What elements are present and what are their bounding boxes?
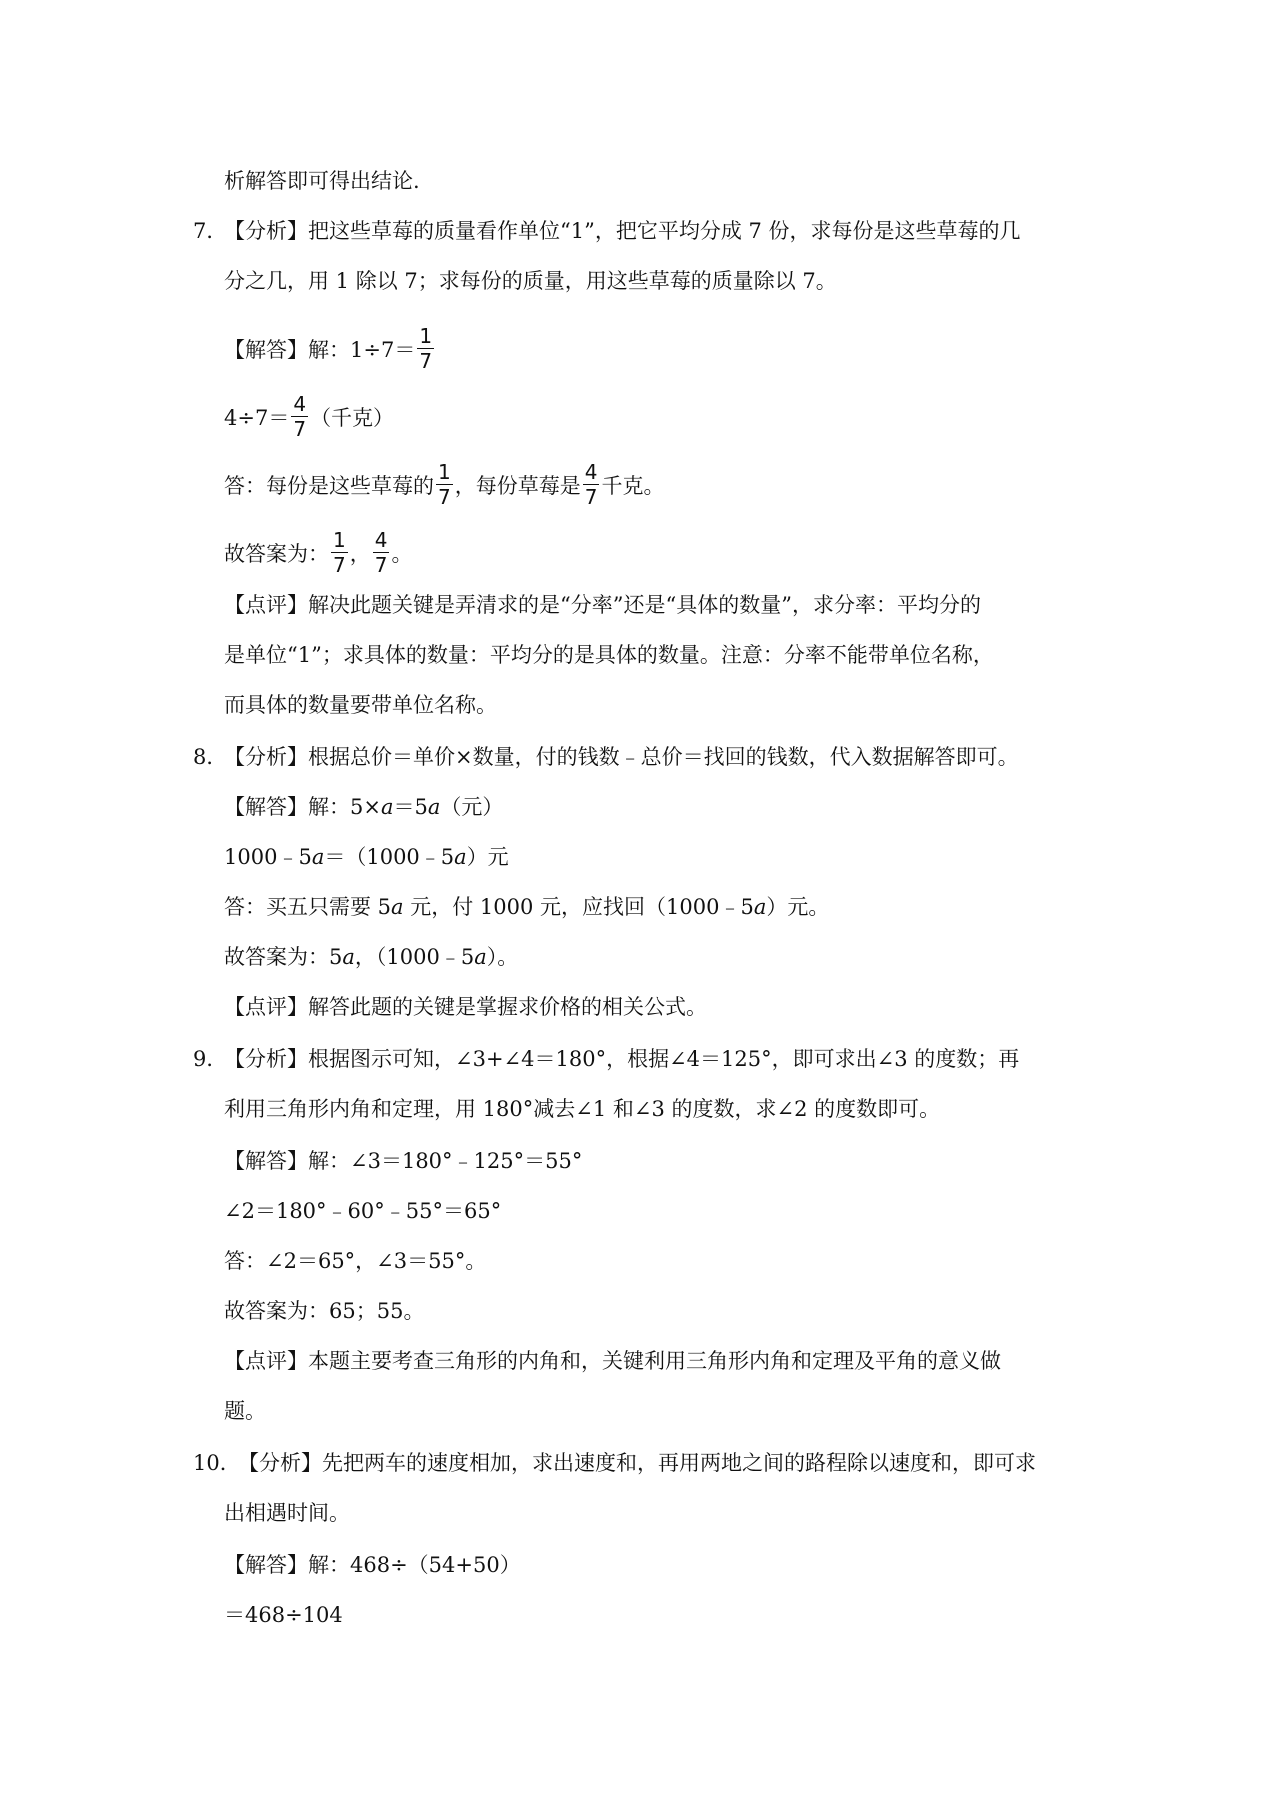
q7-analysis-line-2: 分之几，用 1 除以 7；求每份的质量，用这些草莓的质量除以 7。 xyxy=(224,269,837,293)
q8-comment: 【点评】解答此题的关键是掌握求价格的相关公式。 xyxy=(224,995,707,1019)
q8-solution-line-2: 1000﹣5a＝（1000﹣5a）元 xyxy=(224,845,509,869)
q10-solution-line-1: 【解答】解：468÷（54+50） xyxy=(224,1553,521,1577)
q10-analysis-line-1: 【分析】先把两车的速度相加，求出速度和，再用两地之间的路程除以速度和，即可求 xyxy=(238,1451,1036,1475)
fraction-one-seventh: $\frac{1}{7}$ xyxy=(438,460,451,509)
q9-analysis-line-2: 利用三角形内角和定理，用 180°减去∠1 和∠3 的度数，求∠2 的度数即可。 xyxy=(224,1097,941,1121)
q7-comment-line-2: 是单位“1”；求具体的数量：平均分的是具体的数量。注意：分率不能带单位名称， xyxy=(224,643,994,667)
fraction-one-seventh: $\frac{1}{7}$ xyxy=(333,528,346,577)
q9-fill-answer: 故答案为：65；55。 xyxy=(224,1299,425,1323)
fraction-four-sevenths: $\frac{4}{7}$ xyxy=(584,460,598,509)
q7-analysis-line-1: 【分析】把这些草莓的质量看作单位“1”，把它平均分成 7 份，求每份是这些草莓的几 xyxy=(224,219,1021,243)
q7-comment-line-1: 【点评】解决此题关键是弄清求的是“分率”还是“具体的数量”，求分率：平均分的 xyxy=(224,593,981,617)
q8-solution-line-1: 【解答】解：5×a＝5a（元） xyxy=(224,795,504,819)
q8-analysis: 【分析】根据总价＝单价×数量，付的钱数﹣总价＝找回的钱数，代入数据解答即可。 xyxy=(224,745,1019,769)
q9-comment-line-1: 【点评】本题主要考查三角形的内角和，关键利用三角形内角和定理及平角的意义做 xyxy=(224,1349,1001,1373)
q8-fill-answer: 故答案为：5a，（1000﹣5a）。 xyxy=(224,945,519,969)
q7-solution-line-2: 4÷7＝ $\frac{4}{7}$ （千克） xyxy=(224,392,395,441)
q9-number: 9． xyxy=(193,1047,228,1071)
q10-analysis-line-2: 出相遇时间。 xyxy=(224,1501,350,1525)
q9-solution-line-2: ∠2＝180°﹣60°﹣55°＝65° xyxy=(224,1199,502,1223)
q7-answer: 答：每份是这些草莓的 $\frac{1}{7}$ ，每份草莓是 $\frac{4}{7}$ 千克。 xyxy=(224,460,665,509)
q8-answer: 答：买五只需要 5a 元，付 1000 元，应找回（1000﹣5a）元。 xyxy=(224,895,830,919)
q10-solution-line-2: ＝468÷104 xyxy=(224,1603,343,1627)
q7-fill-answer: 故答案为： $\frac{1}{7}$ ， $\frac{4}{7}$ 。 xyxy=(224,528,413,577)
q7-number: 7． xyxy=(193,219,228,243)
q9-analysis-line-1: 【分析】根据图示可知，∠3+∠4＝180°，根据∠4＝125°，即可求出∠3 的度数；再 xyxy=(224,1047,1020,1071)
fraction-one-seventh: $\frac{1}{7}$ xyxy=(419,324,433,373)
q9-answer: 答：∠2＝65°，∠3＝55°。 xyxy=(224,1249,487,1273)
q9-comment-line-2: 题。 xyxy=(224,1399,266,1423)
q8-number: 8． xyxy=(193,745,228,769)
fraction-four-sevenths: $\frac{4}{7}$ xyxy=(293,392,307,441)
continued-text: 析解答即可得出结论. xyxy=(224,169,420,193)
q9-solution-line-1: 【解答】解：∠3＝180°﹣125°＝55° xyxy=(224,1149,583,1173)
q10-number: 10． xyxy=(193,1451,241,1475)
fraction-four-sevenths: $\frac{4}{7}$ xyxy=(374,528,388,577)
q7-comment-line-3: 而具体的数量要带单位名称。 xyxy=(224,693,497,717)
q7-solution-text: 【解答】解：1÷7＝ xyxy=(224,338,416,362)
q7-solution-line-1 xyxy=(224,324,436,375)
